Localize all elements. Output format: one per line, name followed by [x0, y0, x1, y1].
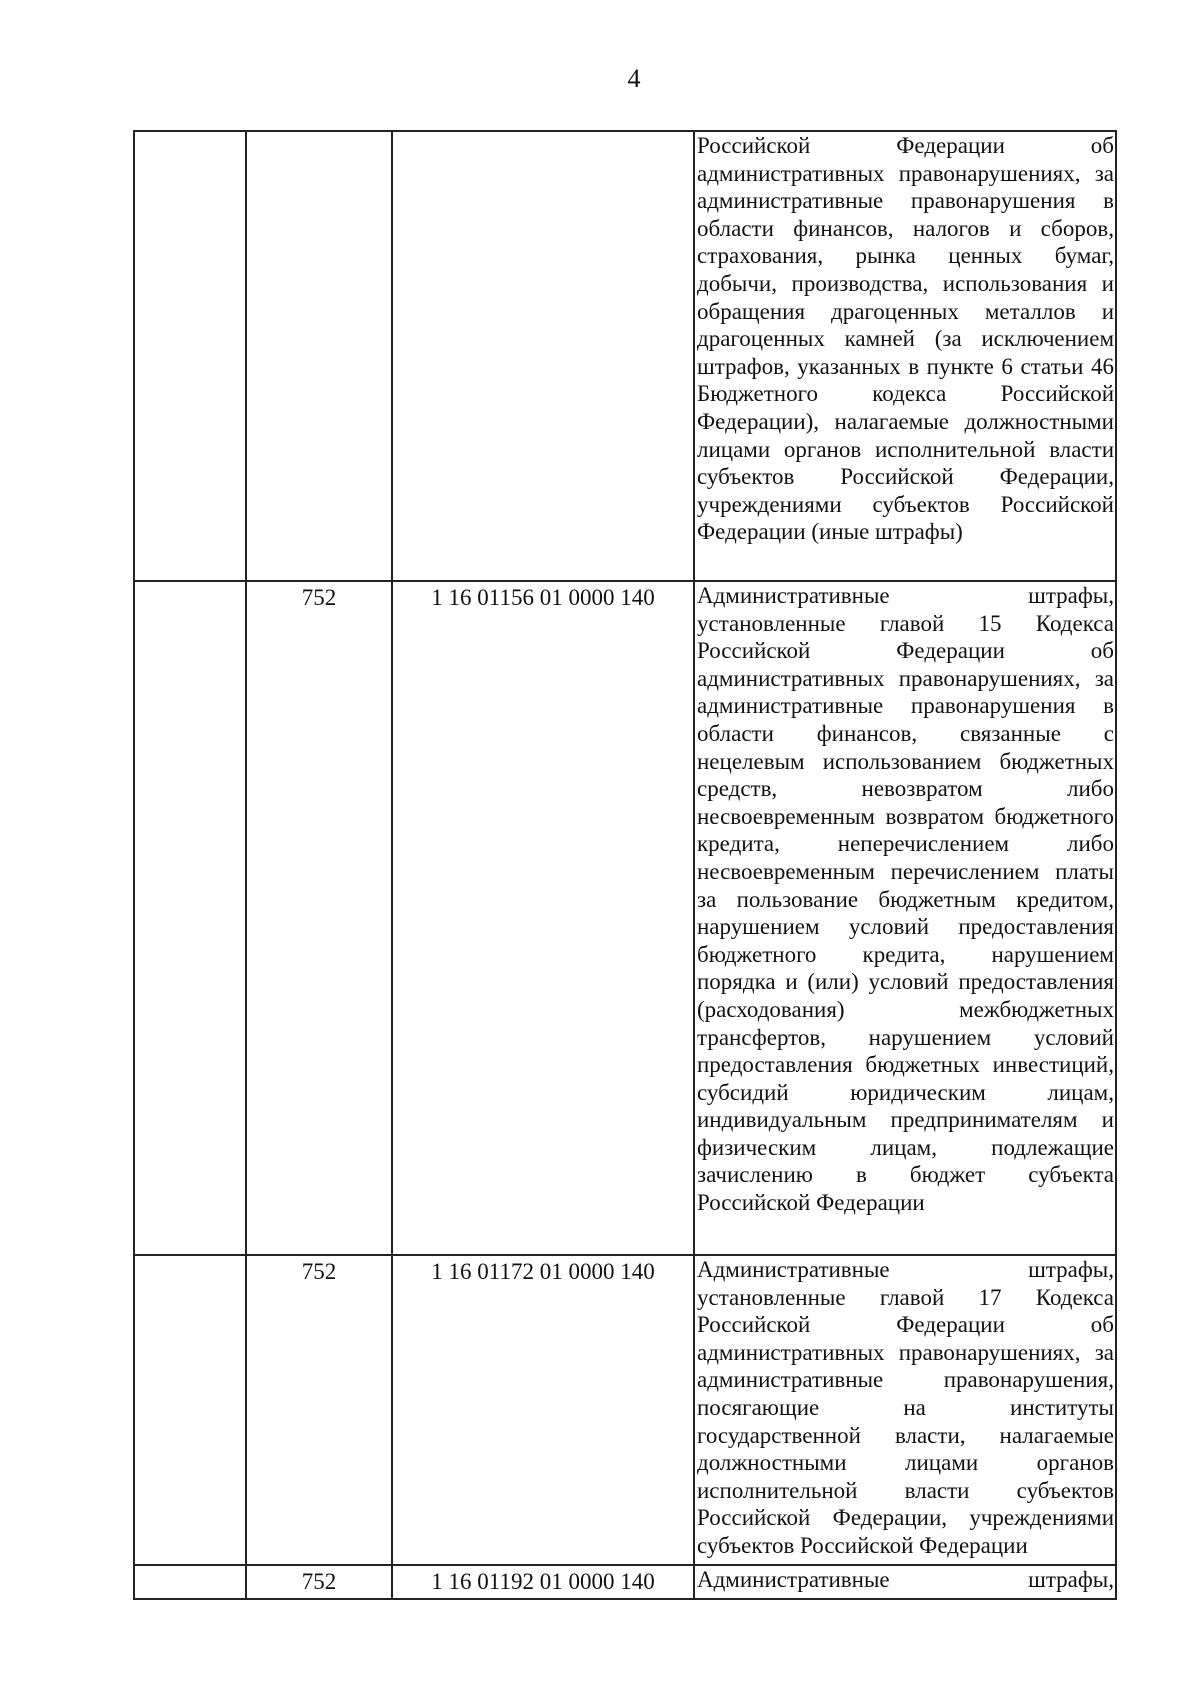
- admin-code-cell: 752: [246, 581, 392, 1255]
- kbk-code-cell: 1 16 01192 01 0000 140: [392, 1565, 694, 1599]
- table-row: [134, 1565, 1116, 1599]
- description-cell: Административные штрафы, установленные главой 17 Кодекса Российской Федерации об административных правонарушениях, за административные правонарушения, посягающие на институты государственной власти, налагаемые должностными лицами органов исполнительной власти субъектов Российской Федерации, учреждениями субъектов Российской Федерации: [694, 1255, 1116, 1565]
- table-row: [134, 581, 1116, 1255]
- admin-code-cell: [246, 131, 392, 581]
- description-cell: Российской Федерации об административных правонарушениях, за административные правонарушения в области финансов, налогов и сборов, страхования, рынка ценных бумаг, добычи, производства, использования и обращения драгоценных металлов и драгоценных камней (за исключением штрафов, указанных в пункте 6 статьи 46 Бюджетного кодекса Российской Федерации), налагаемые должностными лицами органов исполнительной власти субъектов Российской Федерации, учреждениями субъектов Российской Федерации (иные штрафы): [694, 131, 1116, 581]
- revenue-codes-table: [133, 130, 1117, 1600]
- number-cell: [134, 131, 246, 581]
- description-cell: Административные штрафы,: [694, 1565, 1116, 1599]
- admin-code-cell: 752: [246, 1255, 392, 1565]
- number-cell: [134, 1255, 246, 1565]
- admin-code-cell: 752: [246, 1565, 392, 1599]
- kbk-code-cell: 1 16 01172 01 0000 140: [392, 1255, 694, 1565]
- table-row: [134, 1255, 1116, 1565]
- description-cell: Административные штрафы, установленные главой 15 Кодекса Российской Федерации об административных правонарушениях, за административные правонарушения в области финансов, связанные с нецелевым использованием бюджетных средств, невозвратом либо несвоевременным возвратом бюджетного кредита, неперечислением либо несвоевременным перечислением платы за пользование бюджетным кредитом, нарушением условий предоставления бюджетного кредита, нарушением порядка и (или) условий предоставления (расходования) межбюджетных трансфертов, нарушением условий предоставления бюджетных инвестиций, субсидий юридическим лицам, индивидуальным предпринимателям и физическим лицам, подлежащие зачислению в бюджет субъекта Российской Федерации: [694, 581, 1116, 1255]
- number-cell: [134, 581, 246, 1255]
- number-cell: [134, 1565, 246, 1599]
- kbk-code-cell: [392, 131, 694, 581]
- kbk-code-cell: 1 16 01156 01 0000 140: [392, 581, 694, 1255]
- page-number: 4: [627, 64, 641, 93]
- table-row: [134, 131, 1116, 581]
